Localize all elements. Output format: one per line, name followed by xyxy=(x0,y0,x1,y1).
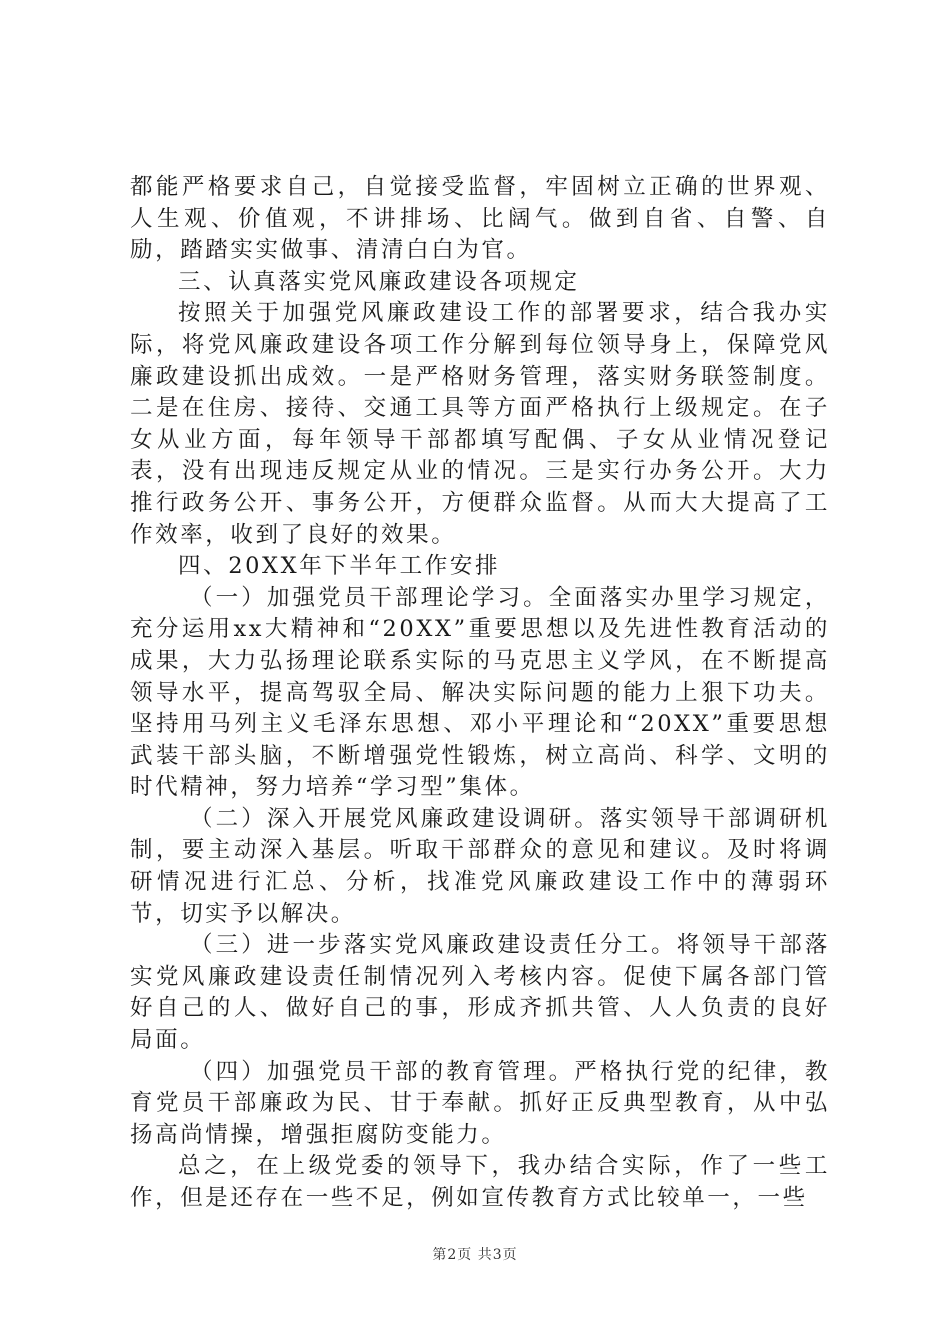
paragraph-item-four: （四）加强党员干部的教育管理。严格执行党的纪律，教育党员干部廉政为民、甘于奉献。抓好正反典型教育，从中弘扬高尚情操，增强拒腐防变能力。 xyxy=(130,1058,830,1148)
document-body xyxy=(130,172,830,1215)
paragraph-section-three: 按照关于加强党风廉政建设工作的部署要求，结合我办实际，将党风廉政建设各项工作分解到每位领导身上，保障党风廉政建设抓出成效。一是严格财务管理，落实财务联签制度。二是在住房、接待、交通工具等方面严格执行上级规定。在子女从业方面，每年领导干部都填写配偶、子女从业情况登记表，没有出现违反规定从业的情况。三是实行办务公开。大力推行政务公开、事务公开，方便群众监督。从而大大提高了工作效率，收到了良好的效果。 xyxy=(130,300,830,548)
section-heading-three: 三、认真落实党风廉政建设各项规定 xyxy=(178,268,580,295)
paragraph-item-three: （三）进一步落实党风廉政建设责任分工。将领导干部落实党风廉政建设责任制情况列入考核内容。促使下属各部门管好自己的人、做好自己的事，形成齐抓共管、人人负责的良好局面。 xyxy=(130,932,830,1054)
section-heading-four: 四、20XX年下半年工作安排 xyxy=(178,553,501,580)
paragraph-continuation: 都能严格要求自己，自觉接受监督，牢固树立正确的世界观、人生观、价值观，不讲排场、比阔气。做到自省、自警、自励，踏踏实实做事、清清白白为官。 xyxy=(130,174,830,264)
paragraph-summary: 总之，在上级党委的领导下，我办结合实际，作了一些工作，但是还存在一些不足，例如宣传教育方式比较单一，一些 xyxy=(130,1153,830,1211)
paragraph-item-two: （二）深入开展党风廉政建设调研。落实领导干部调研机制，要主动深入基层。听取干部群众的意见和建议。及时将调研情况进行汇总、分析，找准党风廉政建设工作中的薄弱环节，切实予以解决。 xyxy=(130,805,830,927)
page-footer: 第2页 共3页 xyxy=(432,1247,518,1263)
paragraph-item-one: （一）加强党员干部理论学习。全面落实办里学习规定，充分运用xx大精神和“20XX”重要思想以及先进性教育活动的成果，大力弘扬理论联系实际的马克思主义学风，在不断提高领导水平，提高驾驭全局、解决实际问题的能力上狠下功夫。坚持用马列主义毛泽东思想、邓小平理论和“20XX”重要思想武装干部头脑，不断增强党性锻炼，树立高尚、科学、文明的时代精神，努力培养“学习型”集体。 xyxy=(130,584,830,801)
